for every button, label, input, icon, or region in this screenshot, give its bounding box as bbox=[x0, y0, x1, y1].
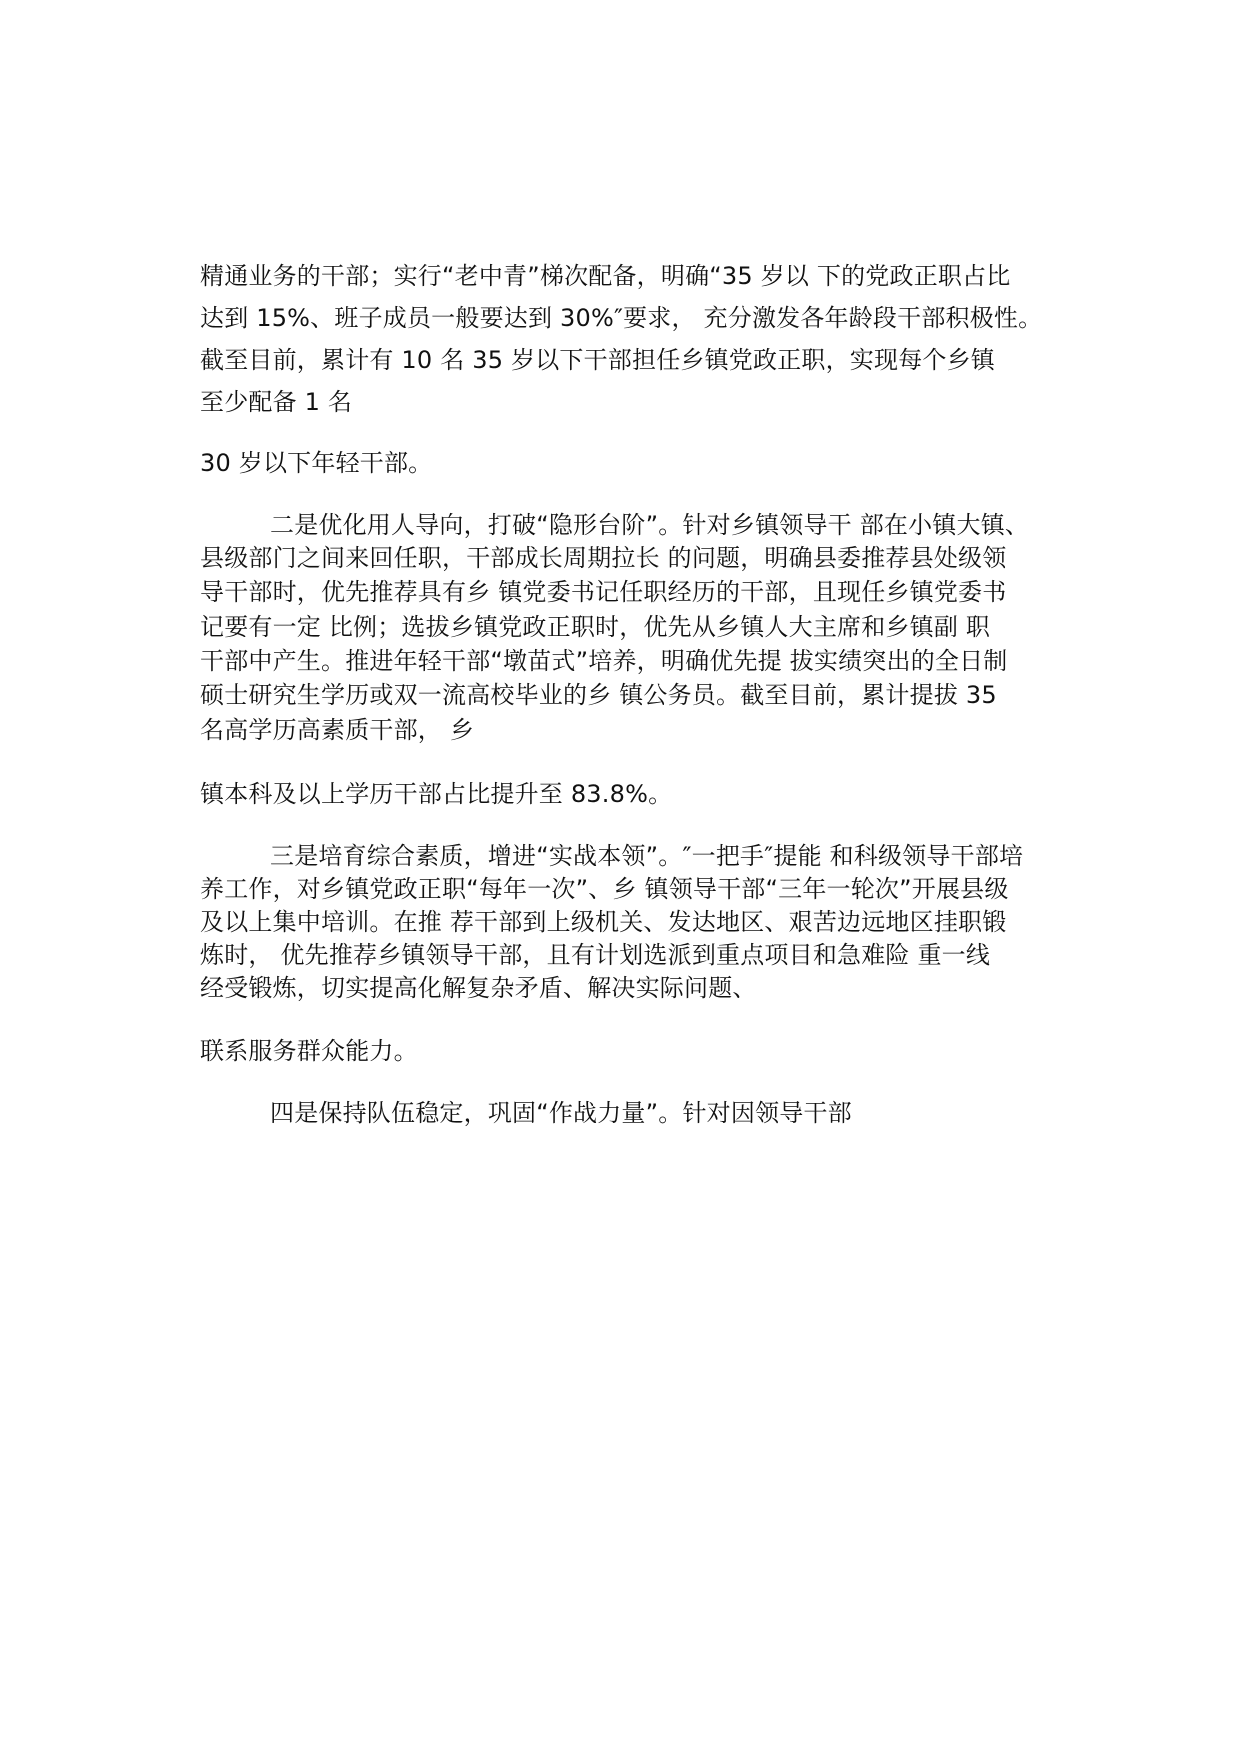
text-line: 记要有一定 比例；选拔乡镇党政正职时，优先从乡镇人大主席和乡镇副 职 bbox=[200, 613, 991, 641]
text-line: 镇本科及以上学历干部占比提升至 83.8%。 bbox=[200, 780, 673, 808]
paragraph-start-line: 二是优化用人导向，打破“隐形台阶”。针对乡镇领导干 部在小镇大镇、 bbox=[270, 511, 1030, 539]
text-line: 经受锻炼，切实提高化解复杂矛盾、解决实际问题、 bbox=[200, 974, 757, 1002]
text-line: 截至目前，累计有 10 名 35 岁以下干部担任乡镇党政正职，实现每个乡镇 bbox=[200, 346, 995, 374]
text-line: 30 岁以下年轻干部。 bbox=[200, 449, 433, 477]
paragraph-start-line: 三是培育综合素质，增进“实战本领”。″一把手″提能 和科级领导干部培 bbox=[270, 842, 1024, 870]
text-line: 精通业务的干部；实行“老中青”梯次配备，明确“35 岁以 下的党政正职占比 bbox=[200, 262, 1011, 290]
text-line: 名高学历高素质干部， 乡 bbox=[200, 716, 475, 744]
text-line: 硕士研究生学历或双一流高校毕业的乡 镇公务员。截至目前，累计提拔 35 bbox=[200, 681, 997, 709]
text-line: 干部中产生。推进年轻干部“墩苗式”培养，明确优先提 拔实绩突出的全日制 bbox=[200, 647, 1008, 675]
text-line: 至少配备 1 名 bbox=[200, 388, 353, 416]
text-line: 及以上集中培训。在推 荐干部到上级机关、发达地区、艰苦边远地区挂职锻 bbox=[200, 908, 1007, 936]
text-line: 达到 15%、班子成员一般要达到 30%″要求， 充分激发各年龄段干部积极性。 bbox=[200, 304, 1043, 332]
paragraph-start-line: 四是保持队伍稳定，巩固“作战力量”。针对因领导干部 bbox=[270, 1099, 852, 1127]
text-line: 县级部门之间来回任职，干部成长周期拉长 的问题，明确县委推荐县处级领 bbox=[200, 544, 1007, 572]
text-line: 养工作，对乡镇党政正职“每年一次”、乡 镇领导干部“三年一轮次”开展县级 bbox=[200, 875, 1009, 903]
text-line: 联系服务群众能力。 bbox=[200, 1037, 418, 1065]
text-line: 导干部时，优先推荐具有乡 镇党委书记任职经历的干部，且现任乡镇党委书 bbox=[200, 578, 1007, 606]
text-line: 炼时， 优先推荐乡镇领导干部，且有计划选派到重点项目和急难险 重一线 bbox=[200, 941, 991, 969]
